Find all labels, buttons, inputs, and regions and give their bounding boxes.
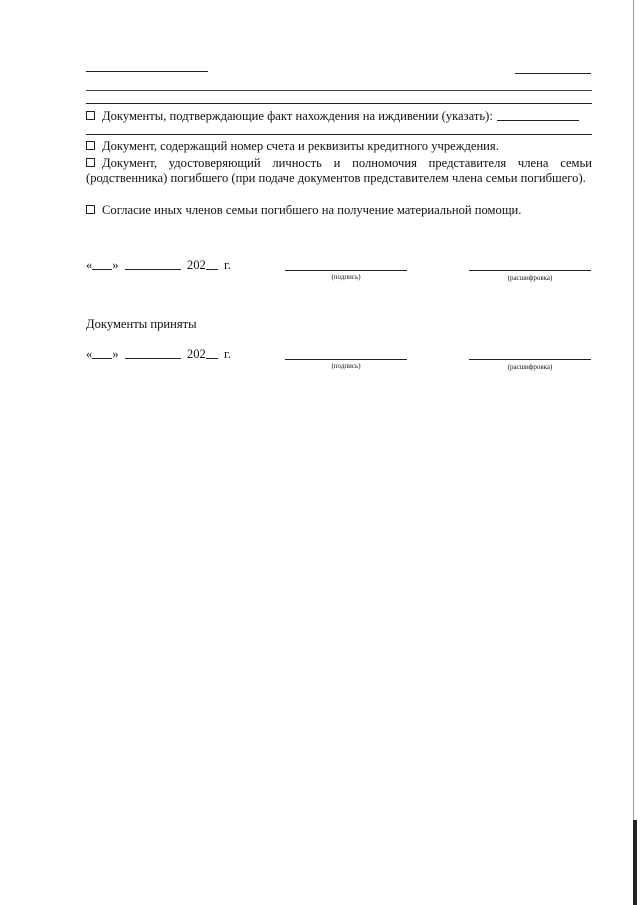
documents-accepted-label: Документы приняты	[86, 317, 197, 331]
fill-in-blank	[497, 109, 579, 121]
checkbox-icon	[86, 205, 95, 214]
checkbox-icon	[86, 158, 95, 167]
blank-line-top-2	[86, 90, 592, 91]
day-blank	[92, 258, 112, 270]
decryption-caption: (расшифровка)	[507, 274, 553, 282]
blank-line-item-1	[86, 134, 592, 135]
blank-line-top-1b	[515, 73, 591, 74]
signature-caption: (подпись)	[331, 273, 361, 281]
month-blank	[125, 347, 181, 359]
blank-line-top-3	[86, 103, 592, 104]
year-blank	[206, 258, 218, 270]
year-blank	[206, 347, 218, 359]
list-item-identity-docs	[86, 156, 592, 186]
checkbox-icon	[86, 141, 95, 150]
year-suffix: г.	[223, 258, 231, 272]
item-text: Документы, подтверждающие факт нахождения на иждивении (указать):	[102, 109, 493, 123]
year-suffix: г.	[223, 347, 231, 361]
quote-open: «	[86, 258, 93, 272]
quote-close: »	[112, 258, 119, 272]
decryption-line	[469, 270, 591, 271]
checkbox-icon	[86, 111, 95, 120]
item-text: Документ, удостоверяющий личность и полномочия представителя члена семьи (родственника) погибшего (при подаче документов представителем члена семьи погибшего).	[86, 156, 592, 185]
date-field-accepted	[86, 347, 231, 362]
day-blank	[92, 347, 112, 359]
quote-close: »	[112, 347, 119, 361]
year-prefix: 202	[186, 347, 206, 361]
month-blank	[125, 258, 181, 270]
quote-open: «	[86, 347, 93, 361]
decryption-caption: (расшифровка)	[507, 363, 553, 371]
list-item-bank-details	[86, 139, 592, 154]
year-prefix: 202	[186, 258, 206, 272]
scan-edge	[633, 0, 634, 905]
decryption-line	[469, 359, 591, 360]
signature-line	[285, 270, 407, 271]
item-text: Согласие иных членов семьи погибшего на получение материальной помощи.	[102, 203, 522, 217]
scan-edge-shadow	[633, 820, 637, 905]
list-item-dependency-docs	[86, 109, 592, 124]
signature-line	[285, 359, 407, 360]
date-field	[86, 258, 231, 273]
signature-caption: (подпись)	[331, 362, 361, 370]
list-item-family-consent	[86, 203, 592, 218]
item-text: Документ, содержащий номер счета и реквизиты кредитного учреждения.	[102, 139, 499, 153]
blank-line-top-1a	[86, 71, 208, 72]
